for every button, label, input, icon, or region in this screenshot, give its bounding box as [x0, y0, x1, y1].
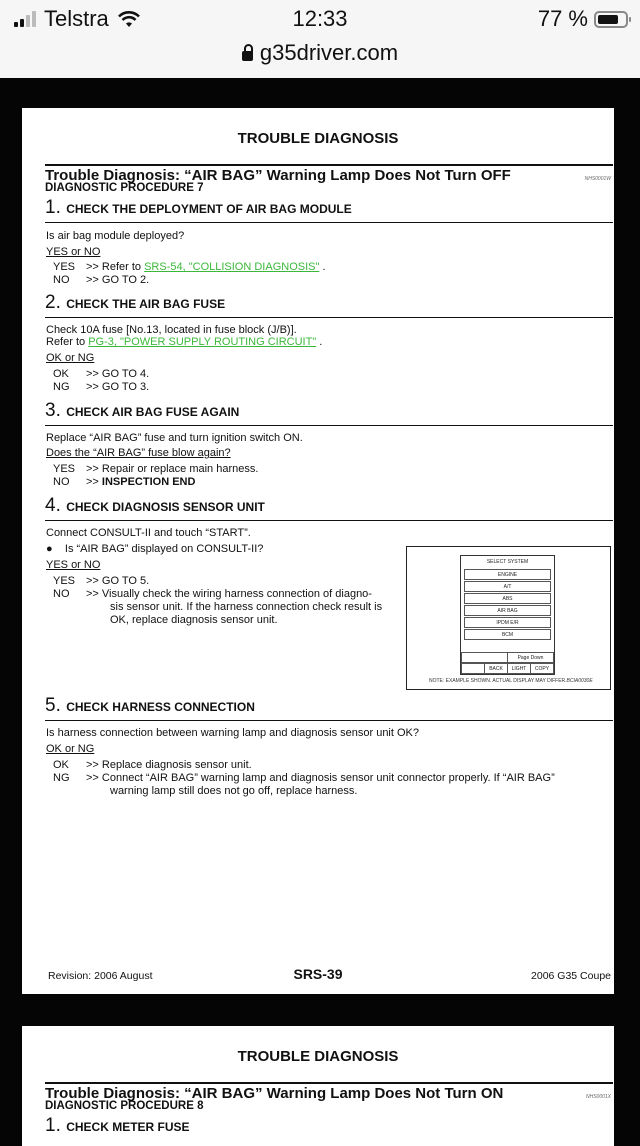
step-2-text: Check 10A fuse [No.13, located in fuse block (J/B)]. [46, 324, 297, 336]
step-1-answer-yes: YES >> Refer to SRS-54, "COLLISION DIAGNOSIS" . [53, 261, 326, 273]
step-4-answer-no-cont: sis sensor unit. If the harness connection check result is [110, 601, 383, 613]
step-4-text: Connect CONSULT-II and touch “START”. [46, 527, 251, 539]
step-5-answer-ok: OK >> Replace diagnosis sensor unit. [53, 759, 252, 771]
section-code: NHS0001X [585, 1094, 611, 1100]
step-rule [45, 520, 613, 521]
step-1-heading: 1. CHECK THE DEPLOYMENT OF AIR BAG MODULE [45, 197, 352, 218]
footer-page-number: SRS-39 [293, 966, 343, 982]
light-button: LIGHT [507, 663, 531, 674]
step-5-text: Is harness connection between warning lamp and diagnosis sensor unit OK? [46, 727, 420, 739]
document-page [22, 108, 614, 994]
battery-fill [598, 15, 618, 24]
step-2-heading: 2. CHECK THE AIR BAG FUSE [45, 292, 226, 313]
battery-icon [594, 11, 628, 28]
step-3-answer-yes: YES >> Repair or replace main harness. [53, 463, 259, 475]
step-2-refer: Refer to PG-3, "POWER SUPPLY ROUTING CIRCUIT" . [46, 336, 323, 348]
step-4-answer-yes: YES >> GO TO 5. [53, 575, 150, 587]
battery-percent: 77 % [537, 6, 588, 31]
system-item: BCM [464, 629, 551, 640]
step-3-answer-no: NO >> INSPECTION END [53, 476, 196, 488]
figure-note: NOTE: EXAMPLE SHOWN. ACTUAL DISPLAY MAY DIFFER.BCIA0030E [429, 678, 593, 684]
step-rule [45, 317, 613, 318]
carrier-name: Telstra [44, 6, 109, 31]
bullet-icon: ● [46, 543, 53, 555]
section-code: NHS0001W [584, 176, 611, 182]
running-head: TROUBLE DIAGNOSIS [237, 1048, 399, 1065]
step-4-answer-no: NO >> Visually check the wiring harness connection of diagno- [53, 588, 372, 600]
url-text[interactable]: g35driver.com [259, 40, 399, 65]
copy-button: COPY [530, 663, 554, 674]
step-3-question: Does the “AIR BAG” fuse blow again? [46, 447, 231, 459]
title-rule [45, 1082, 613, 1084]
step-4-bullet: ● Is “AIR BAG” displayed on CONSULT-II? [46, 543, 264, 555]
step-5-heading: 5. CHECK HARNESS CONNECTION [45, 695, 255, 716]
step-3-heading: 3. CHECK AIR BAG FUSE AGAIN [45, 400, 240, 421]
step-1-question: YES or NO [46, 246, 101, 258]
system-item: IPDM E/R [464, 617, 551, 628]
page-down-button: Page Down [507, 652, 554, 663]
back-button: BACK [484, 663, 508, 674]
step-rule [45, 425, 613, 426]
footer-revision: Revision: 2006 August [48, 970, 153, 982]
footer-model: 2006 G35 Coupe [531, 970, 611, 982]
link-collision-diagnosis[interactable]: SRS-54, "COLLISION DIAGNOSIS" [144, 261, 320, 273]
step-1-heading: 1. CHECK METER FUSE [45, 1115, 190, 1136]
step-2-question: OK or NG [46, 352, 95, 364]
step-4-question: YES or NO [46, 559, 101, 571]
lock-icon [242, 51, 253, 61]
step-1-answer-no: NO >> GO TO 2. [53, 274, 150, 286]
step-rule [45, 222, 613, 223]
step-5-answer-ng-cont: warning lamp still does not go off, replace harness. [110, 785, 358, 797]
system-item: ENGINE [464, 569, 551, 580]
step-rule [45, 720, 613, 721]
url-bar[interactable] [0, 40, 640, 66]
step-4-heading: 4. CHECK DIAGNOSIS SENSOR UNIT [45, 495, 265, 516]
select-system-screen [460, 555, 555, 675]
document-page-next [22, 1026, 614, 1146]
screen-header: SELECT SYSTEM [486, 559, 529, 565]
step-3-text: Replace “AIR BAG” fuse and turn ignition switch ON. [46, 432, 303, 444]
procedure-title: DIAGNOSTIC PROCEDURE 8 [45, 1100, 204, 1112]
clock: 12:33 [292, 6, 348, 31]
system-item: A/T [464, 581, 551, 592]
status-bar [0, 0, 640, 78]
step-5-question: OK or NG [46, 743, 95, 755]
link-power-supply-routing[interactable]: PG-3, "POWER SUPPLY ROUTING CIRCUIT" [88, 336, 317, 348]
battery-group [538, 6, 628, 32]
step-2-answer-ok: OK >> GO TO 4. [53, 368, 150, 380]
step-2-answer-ng: NG >> GO TO 3. [53, 381, 150, 393]
step-5-answer-ng: NG >> Connect “AIR BAG” warning lamp and diagnosis sensor unit connector properly. If “AIR BAG” [53, 772, 555, 784]
consult-screen-figure [406, 546, 611, 690]
system-item: AIR BAG [464, 605, 551, 616]
section-title: Trouble Diagnosis: “AIR BAG” Warning Lamp Does Not Turn ON [45, 1085, 504, 1102]
running-head: TROUBLE DIAGNOSIS [237, 130, 399, 147]
section-title: Trouble Diagnosis: “AIR BAG” Warning Lamp Does Not Turn OFF [45, 167, 511, 184]
step-4-answer-no-cont: OK, replace diagnosis sensor unit. [110, 614, 278, 626]
title-rule [45, 164, 613, 166]
system-item: ABS [464, 593, 551, 604]
step-1-text: Is air bag module deployed? [46, 230, 185, 242]
procedure-title: DIAGNOSTIC PROCEDURE 7 [45, 182, 204, 194]
